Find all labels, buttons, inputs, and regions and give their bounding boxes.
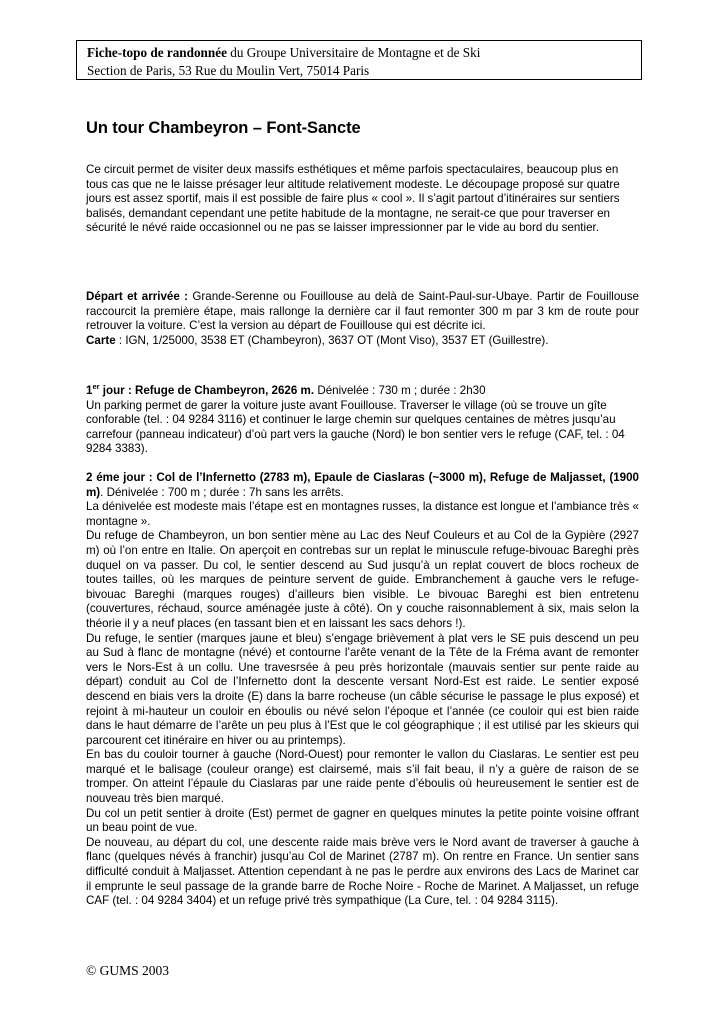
header-line-1	[87, 44, 641, 62]
carte-text: : IGN, 1/25000, 3538 ET (Chambeyron), 3637 OT (Mont Viso), 3537 ET (Guillestre).	[115, 333, 549, 347]
day1-number: 1	[86, 384, 93, 397]
day2-paragraph: Du col un petit sentier à droite (Est) permet de gagner en quelques minutes la petite pointe voisine offrant un beau point de vue.	[86, 806, 639, 835]
depart-paragraph	[86, 290, 639, 348]
day1-title: jour : Refuge de Chambeyron, 2626 m.	[99, 384, 315, 397]
header-fiche-label: Fiche-topo de randonnée	[87, 45, 227, 60]
header-box	[76, 40, 642, 80]
day1-heading	[86, 384, 314, 397]
copyright-footer: © GUMS 2003	[86, 963, 170, 978]
day2-meta: . Dénivelée : 700 m ; durée : 7h sans les arrêts.	[100, 485, 344, 499]
carte-label: Carte	[86, 333, 116, 347]
header-group-name: du Groupe Universitaire de Montagne et de Ski	[226, 45, 481, 60]
day1-text: Un parking permet de garer la voiture juste avant Fouillouse. Traverser le village (où se trouve un gîte conforable (tel. : 04 9284 3116) et continuer le large chemin sur quelques centaines de mètres jusqu’au carrefour (panneau indicateur) d’où part vers la gauche (Nord) le bon sentier vers le refuge (CAF, tel. : 04 9284 3383).	[86, 398, 625, 456]
day1-superscript: er	[92, 382, 100, 392]
day1-meta: Dénivelée : 730 m ; durée : 2h30	[314, 384, 486, 397]
header-line-2: Section de Paris, 53 Rue du Moulin Vert, 75014 Paris	[87, 62, 370, 78]
day2-paragraph: Du refuge, le sentier (marques jaune et bleu) s’engage brièvement à plat vers le SE puis descend un peu au Sud à flanc de montagne (névé) et contourne l’arête venant de la Tête de la Fréma avant de remonter vers le Nors-Est à un collu. Une travesrsée à peu près horizontale (mauvais sentier sur pente raide au départ) conduit au Col de l’Infernetto dont la descente versant Nord-Est est raide. Le sentier exposé descend en biais vers la droite (E) dans la barre rocheuse (un câble sécurise le passage le plus exposé) et rejoint à mi-hauteur un couloir en éboulis ou névé selon l’époque et l’année (ce couloir qui est bien raide dans le haut démarre de l’arête un peu plus à l’Est que le col géographique ; il est utilisé par les skieurs qui parcourent cet itinéraire en hiver ou au printemps).	[86, 631, 639, 747]
day2-paragraph: La dénivelée est modeste mais l’étape est en montagnes russes, la distance est longue et l’ambiance très « montagne ».	[86, 500, 639, 528]
depart-label: Départ et arrivée :	[86, 290, 189, 303]
day2-paragraph: Du refuge de Chambeyron, un bon sentier mène au Lac des Neuf Couleurs et au Col de la Gypière (2927 m) où l’on entre en Italie. On aperçoit en contrebas sur un replat le minuscule refuge-bivouac Bareghi près duquel on va passer. Du col, le sentier descend au Sud jusqu’à un replat couvert de blocs rocheux de toutes tailles, où les marques de peinture servent de guide. Embranchement à gauche vers le refuge-bivouac Bareghi (marques rouges) d’ailleurs bien visible. Le bivouac Bareghi est bien entretenu (couvertures, réchaud, source aménagée juste à côté). On y couche raisonnablement à six, mais selon la théorie il y a neuf places (en tassant bien et en laissant les sacs dehors !).	[86, 529, 639, 630]
day2-heading: 2 éme jour : Col de l’Infernetto (2783 m), Epaule de Ciaslaras (~3000 m), Refuge de Maljasset, (1900 m)	[86, 471, 639, 499]
day2-paragraph: De nouveau, au départ du col, une descente raide mais brève vers le Nord avant de traverser à gauche à flanc (quelques névés à franchir) jusqu’au Col de Marinet (2787 m). On rentre en France. Un sentier sans difficulté conduit à Maljasset. Attention cependant à ne pas le perdre aux environs des Lacs de Marinet car il emprunte le seul passage de la grande barre de Roche Noire - Roche de Marinet. A Maljasset, un refuge CAF (tel. : 04 9284 3404) et un refuge privé très sympathique (La Cure, tel. : 04 9284 3115).	[86, 835, 639, 908]
day2-paragraph: En bas du couloir tourner à gauche (Nord-Ouest) pour remonter le vallon du Ciaslaras. Le sentier est peu marqué et le balisage (couleur orange) est clairsemé, mais s’il fait beau, il n’y a guère de raison de se tromper. On atteint l’épaule du Ciaslaras par une raide pente d’éboulis où heureusement le sentier est de nouveau très bien marqué.	[86, 748, 639, 806]
page-title: Un tour Chambeyron – Font-Sancte	[86, 119, 361, 137]
day1-section	[86, 384, 639, 457]
intro-paragraph: Ce circuit permet de visiter deux massifs esthétiques et même parfois spectaculaires, beaucoup plus en tous cas que ne le laisse présager leur altitude relativement modeste. Le découpage proposé sur quatre jours est assez sportif, mais il est possible de faire plus « cool ». Il s’agit partout d’itinéraires sur sentiers balisés, demandant cependant une petite habitude de la montagne, ne serait-ce que pour traverser en sécurité le névé raide occasionnel ou ne pas se laisser impressionner par le vide au bord du sentier.	[86, 163, 620, 235]
day2-section	[86, 471, 639, 909]
depart-text: Grande-Serenne ou Fouillouse au delà de Saint-Paul-sur-Ubaye. Partir de Fouillouse raccourcit la première étape, mais rallonge la dernière car il faut remonter 300 m par 3 km de route pour retrouver la voiture. C’est la version au départ de Fouillouse qui est décrite ici.	[86, 290, 639, 333]
